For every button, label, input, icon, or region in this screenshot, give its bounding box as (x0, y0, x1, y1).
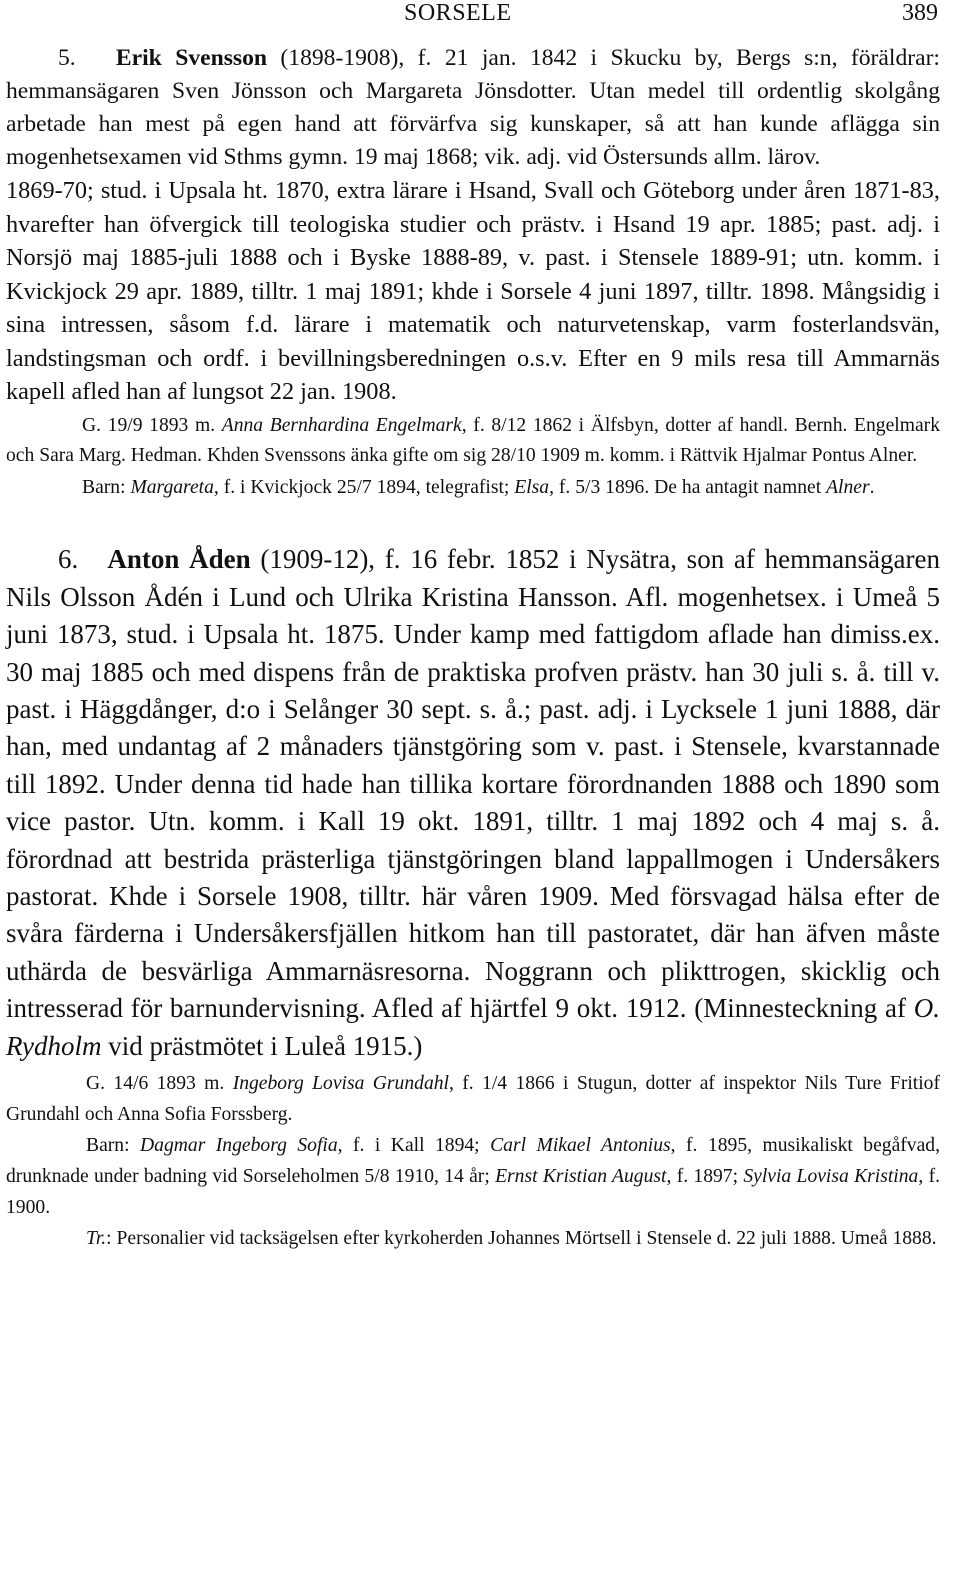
entry-5-child-2: Elsa (514, 476, 550, 498)
entry-6-marriage (6, 1068, 940, 1130)
entry-6-children-2: , f. 1895, musikaliskt begåfvad, drunknade under badning vid Sorseleholmen 5/8 1910, 14 år; (6, 1135, 940, 1188)
entry-6-child-3: Ernst Kristian August (495, 1166, 667, 1188)
entry-6-source-label: Tr. (86, 1228, 107, 1250)
entry-5-career: 1869-70; stud. i Upsala ht. 1870, extra lärare i Hsand, Svall och Göteborg under åren 1871-83, hvarefter han öfvergick till teologiska studier och prästv. i Hsand 19 apr. 1885; past. adj. i Norsjö maj 1885-juli 1888 och i Byske 1888-89, v. past. i Stensele 1889-91; utn. komm. i Kvickjock 29 apr. 1889, tilltr. 1 maj 1891; khde i Sorsele 4 juni 1897, tilltr. 1898. Mångsidig i sina intressen, såsom f.d. lärare i matematik och naturvetenskap, varm fosterlandsvän, landstingsman och ordf. i bevillningsberedningen o.s.v. Efter en 9 mils resa till Ammarnäs kapell afled han af lungsot 22 jan. 1908. (6, 177, 940, 406)
entry-6-children-1: , f. i Kall 1894; (337, 1135, 491, 1157)
entry-6-children-3: , f. 1897; (666, 1166, 744, 1188)
entry-6-name: Anton Åden (107, 544, 251, 575)
entry-6-source (6, 1223, 940, 1254)
entry-5-marriage-post: , f. 8/12 1862 i Älfsbyn, dotter af handl. Bernh. Engelmark och Sara Marg. Hedman. Khden Svenssons änka gifte om sig 28/10 1909 m. komm. i Rättvik Hjalmar Pontus Alner. (6, 414, 941, 467)
entry-6-wife: Ingeborg Lovisa Grundahl (232, 1073, 449, 1095)
entry-6-children-4: , f. 1900. (6, 1166, 940, 1219)
entry-5-wife: Anna Bernhardina Engelmark (221, 414, 462, 436)
running-header (0, 0, 960, 30)
entry-6-body (6, 541, 940, 1065)
entry-6-author: O. Rydholm (6, 993, 940, 1061)
entry-5-child-1: Margareta (130, 476, 214, 498)
entry-gap (6, 503, 940, 541)
entry-5-children-post: , f. 5/3 1896. De ha antagit namnet (549, 476, 827, 498)
entry-5-children-end: . (869, 476, 875, 498)
entry-6-body-text: (1909-12), f. 16 febr. 1852 i Nysätra, son af hemmansägaren Nils Olsson Ådén i Lund och Ulrika Kristina Hansson. Afl. mogenhetsex. i Umeå 5 juni 1873, stud. i Upsala ht. 1875. Under kamp med fattigdom aflade han dimiss.ex. 30 maj 1885 och med dispens från de praktiska profven prästv. han 30 juli s. å. till v. past. i Häggdånger, d:o i Selånger 30 sept. s. å.; past. adj. i Lycksele 1 juni 1888, där han, med undantag af 2 månaders tjänstgöring som v. past. i Stensele, kvarstannade till 1892. Under denna tid hade han tillika kortare förordnanden 1888 och 1890 som vice pastor. Utn. komm. i Kall 19 okt. 1891, tilltr. 1 maj 1892 och 4 maj s. å. förordnad att bestrida prästerliga tjänstgöringen bland lappallmogen i Undersåkers pastorat. Khde i Sorsele 1908, tilltr. här våren 1909. Med försvagad hälsa efter de svåra färderna i Undersåkersfjällen hitkom han till pastoratet, där han äfven måste uthärda de besvärliga Ammarnäsresorna. Noggrann och plikttrogen, skicklig och intresserad för barnundervisning. Afled af hjärtfel 9 okt. 1912. (Minnesteckning af (6, 544, 941, 1024)
entry-6-children (6, 1130, 940, 1223)
entry-5-intro (6, 42, 940, 174)
entry-5-number: 5. (58, 45, 76, 71)
entry-6-marriage-pre: G. 14/6 1893 m. (86, 1073, 233, 1095)
entry-5-children-pre: Barn: (82, 476, 131, 498)
entry-6-source-text: : Personalier vid tacksägelsen efter kyrkoherden Johannes Mörtsell i Stensele d. 22 juli 1888. Umeå 1888. (106, 1228, 937, 1250)
page-number: 389 (902, 0, 938, 26)
entry-5-children-mid: , f. i Kvickjock 25/7 1894, telegrafist; (213, 476, 515, 498)
entry-6-child-4: Sylvia Lovisa Kristina (743, 1166, 919, 1188)
entry-6-body-end: vid prästmötet i Luleå 1915.) (101, 1030, 423, 1061)
entry-6-marriage-post: , f. 1/4 1866 i Stugun, dotter af inspektor Nils Ture Fritiof Grundahl och Anna Sofia Forssberg. (6, 1073, 940, 1126)
entry-6-child-2: Carl Mikael Antonius (490, 1135, 671, 1157)
entry-5-new-surname: Alner (826, 476, 870, 498)
entry-6-child-1: Dagmar Ingeborg Sofia (140, 1135, 338, 1157)
entry-5-intro-text: (1898-1908), f. 21 jan. 1842 i Skucku by, Bergs s:n, föräldrar: hemmansägaren Sven Jönsson och Margareta Jönsdotter. Utan medel till ordentlig skolgång arbetade han mest på egen hand att förvärfva sig kunskaper, så att han kunde aflägga sin mogenhetsexamen vid Sthms gymn. 19 maj 1868; vik. adj. vid Östersunds allm. lärov. (6, 45, 940, 171)
entry-6-number: 6. (58, 544, 79, 575)
entry-5-name: Erik Svensson (115, 45, 268, 71)
entry-5-marriage-pre: G. 19/9 1893 m. (82, 414, 222, 436)
page-body (6, 40, 940, 1254)
entry-5-marriage (6, 411, 940, 472)
entry-5-children (6, 472, 940, 504)
running-title: SORSELE (404, 0, 512, 26)
entry-6-children-pre: Barn: (86, 1135, 140, 1157)
